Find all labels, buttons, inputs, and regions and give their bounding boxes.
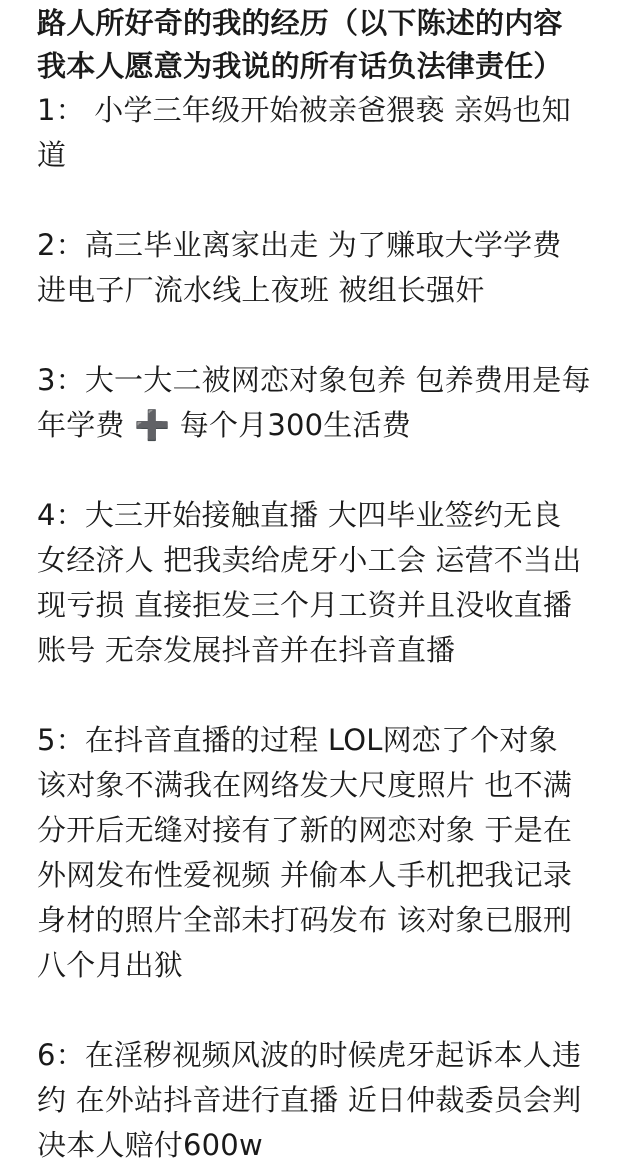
item-line: 外网发布性爱视频 并偷本人手机把我记录 (37, 858, 573, 892)
item-line: 约 在外站抖音进行直播 近日仲裁委员会判 (37, 1083, 582, 1117)
list-item-3 (37, 358, 626, 448)
item-line: 2：高三毕业离家出走 为了赚取大学学费 (37, 228, 562, 262)
paragraph-gap (37, 178, 626, 223)
item-line: 现亏损 直接拒发三个月工资并且没收直播 (37, 588, 573, 622)
item-line: 6：在淫秽视频风波的时候虎牙起诉本人违 (37, 1038, 582, 1072)
list-item-1 (37, 88, 626, 178)
item-line: 八个月出狱 (37, 948, 184, 982)
list-item-6 (37, 1033, 626, 1168)
paragraph-gap (37, 673, 626, 718)
item-line: 该对象不满我在网络发大尺度照片 也不满 (37, 768, 573, 802)
item-line: 女经济人 把我卖给虎牙小工会 运营不当出 (37, 543, 582, 577)
item-line: 进电子厂流水线上夜班 被组长强奸 (37, 273, 485, 307)
document-title (37, 2, 626, 88)
item-line: 3：大一大二被网恋对象包养 包养费用是每 (37, 363, 591, 397)
item-line: 5：在抖音直播的过程 LOL网恋了个对象 (37, 723, 558, 757)
item-line: 1： 小学三年级开始被亲爸猥亵 亲妈也知 (37, 93, 571, 127)
list-item-4 (37, 493, 626, 673)
title-line: 路人所好奇的我的经历（以下陈述的内容 (37, 6, 563, 40)
item-line: 账号 无奈发展抖音并在抖音直播 (37, 633, 456, 667)
list-item-2 (37, 223, 626, 313)
item-line: 4：大三开始接触直播 大四毕业签约无良 (37, 498, 562, 532)
paragraph-gap (37, 313, 626, 358)
item-line: 道 (37, 138, 67, 172)
item-line: 分开后无缝对接有了新的网恋对象 于是在 (37, 813, 573, 847)
item-line: 身材的照片全部未打码发布 该对象已服刑 (37, 903, 573, 937)
item-line: 年学费 ➕ 每个月300生活费 (37, 408, 411, 442)
title-line: 我本人愿意为我说的所有话负法律责任） (37, 49, 563, 83)
list-item-5 (37, 718, 626, 988)
paragraph-gap (37, 448, 626, 493)
paragraph-gap (37, 988, 626, 1033)
item-line: 决本人赔付600w (37, 1128, 263, 1162)
